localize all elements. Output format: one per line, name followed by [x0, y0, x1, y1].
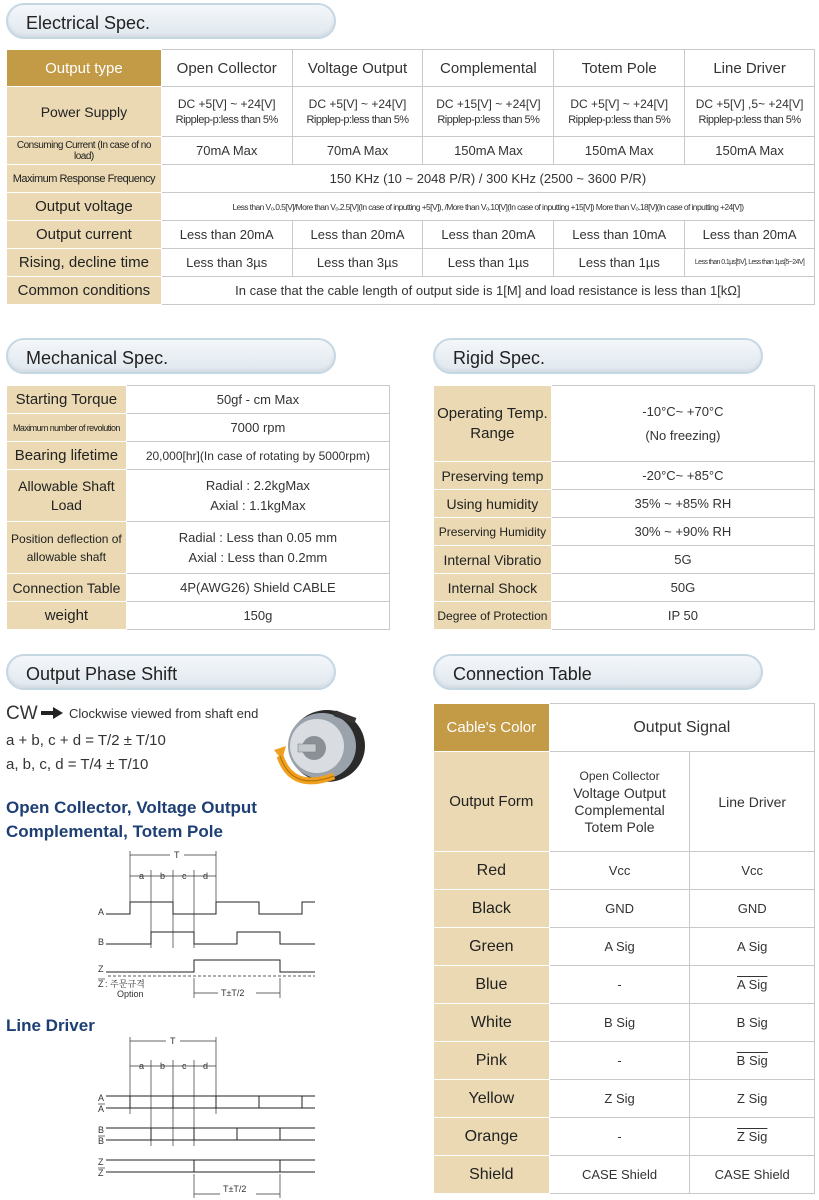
electrical-spec-title: Electrical Spec. [6, 3, 336, 39]
output-form-label: Output Form [434, 752, 550, 852]
connection-table [433, 703, 815, 1194]
diagram2-label-B: B [98, 1125, 105, 1135]
encoder-image [262, 696, 372, 796]
power-supply-cell: DC +5[V] ~ +24[V] Ripplep-p:less than 5% [554, 87, 685, 137]
cw-description: Clockwise viewed from shaft end [69, 706, 259, 721]
signal-cell: Z Sig [549, 1080, 690, 1118]
signal-cell: - [549, 1042, 690, 1080]
output-current-cell: Less than 20mA [685, 221, 815, 249]
output-type-header: Output type [7, 50, 162, 87]
diagram2-label-b: b [160, 1061, 166, 1071]
diagram2-label-Bbar: B [98, 1136, 105, 1146]
diagram2-label-Abar: A [98, 1104, 105, 1114]
col-open-collector: Open Collector [161, 50, 292, 87]
rigid-spec-title: Rigid Spec. [433, 338, 763, 374]
output-form-left: Open Collector Voltage Output Complemental Totem Pole [549, 752, 690, 852]
max-response-value: 150 KHz (10 ~ 2048 P/R) / 300 KHz (2500 ~ 3600 P/R) [161, 165, 814, 193]
signal-cell: Vcc [549, 852, 690, 890]
formula-2: a, b, c, d = T/4 ± T/10 [6, 756, 149, 773]
rising-time-cell: Less than 3µs [161, 249, 292, 277]
rising-time-cell: Less than 1µs [423, 249, 554, 277]
rigid-value: 50G [551, 574, 814, 602]
output-voltage-label: Output voltage [7, 193, 162, 221]
diagram-label-Zbar: Z [98, 979, 104, 989]
cable-color-cell: Pink [434, 1042, 550, 1080]
diagram-label-tt: T±T/2 [221, 988, 245, 998]
mech-label: Starting Torque [7, 386, 127, 414]
diagram-label-T: T [174, 850, 180, 860]
rising-time-cell: Less than 3µs [292, 249, 423, 277]
output-current-cell: Less than 20mA [161, 221, 292, 249]
consuming-current-cell: 70mA Max [292, 137, 423, 165]
cable-color-cell: White [434, 1004, 550, 1042]
diagram2-label-A: A [98, 1093, 105, 1103]
power-supply-label: Power Supply [7, 87, 162, 137]
option-label: Option [117, 989, 144, 999]
rigid-label: Using humidity [434, 490, 552, 518]
mech-value: 4P(AWG26) Shield CABLE [126, 574, 389, 602]
cw-label: CW [6, 703, 38, 724]
col-totem-pole: Totem Pole [554, 50, 685, 87]
diagram2-label-Zbar: Z [98, 1168, 104, 1178]
rigid-value: IP 50 [551, 602, 814, 630]
option-korean-label: : 주문규격 [105, 979, 145, 989]
cable-color-cell: Red [434, 852, 550, 890]
rigid-value: -20°C~ +85°C [551, 462, 814, 490]
cable-color-cell: Green [434, 928, 550, 966]
power-supply-cell: DC +5[V] ,5~ +24[V] Ripplep-p:less than 5% [685, 87, 815, 137]
timing-diagram-2 [90, 1034, 330, 1200]
formula-1: a + b, c + d = T/2 ± T/10 [6, 732, 166, 749]
cable-color-cell: Shield [434, 1156, 550, 1194]
consuming-current-cell: 150mA Max [423, 137, 554, 165]
heading-complemental: Complemental, Totem Pole [6, 822, 223, 841]
signal-cell: A Sig [690, 928, 815, 966]
signal-cell: Z Sig [690, 1118, 815, 1156]
max-response-label: Maximum Response Frequency [7, 165, 162, 193]
cable-color-cell: Blue [434, 966, 550, 1004]
col-voltage-output: Voltage Output [292, 50, 423, 87]
signal-cell: - [549, 966, 690, 1004]
heading-line-driver: Line Driver [6, 1016, 95, 1035]
signal-cell: - [549, 1118, 690, 1156]
output-current-cell: Less than 20mA [292, 221, 423, 249]
mech-value: 50gf - cm Max [126, 386, 389, 414]
rigid-value: 30% ~ +90% RH [551, 518, 814, 546]
rigid-value: 35% ~ +85% RH [551, 490, 814, 518]
signal-cell: A Sig [549, 928, 690, 966]
signal-cell: A Sig [690, 966, 815, 1004]
mech-value: Radial : 2.2kgMax Axial : 1.1kgMax [126, 470, 389, 522]
connection-table-title: Connection Table [433, 654, 763, 690]
signal-cell: B Sig [690, 1004, 815, 1042]
mech-value: 20,000[hr](In case of rotating by 5000rpm) [126, 442, 389, 470]
consuming-current-cell: 70mA Max [161, 137, 292, 165]
mech-label: Maximum number of revolution [7, 414, 127, 442]
rigid-label: Preserving Humidity [434, 518, 552, 546]
signal-cell: GND [549, 890, 690, 928]
mechanical-spec-title: Mechanical Spec. [6, 338, 336, 374]
signal-cell: CASE Shield [549, 1156, 690, 1194]
rigid-label: Degree of Protection [434, 602, 552, 630]
mech-label: weight [7, 602, 127, 630]
output-voltage-value: Less than V₀.0.5[V]/More than Vₒ.2.5[V](In case of inputting +5[V]), /More than Vₒ.10[V](In case of inputting +15[V]) More than Vₒ.18[V](In case of inputting +24[V]) [161, 193, 814, 221]
signal-cell: GND [690, 890, 815, 928]
rigid-label: Internal Shock [434, 574, 552, 602]
rigid-label: Internal Vibratio [434, 546, 552, 574]
output-form-right: Line Driver [690, 752, 815, 852]
cable-color-cell: Orange [434, 1118, 550, 1156]
arrow-right-icon [40, 706, 64, 720]
output-signal-header: Output Signal [549, 704, 814, 752]
timing-diagram-1 [90, 848, 330, 1000]
signal-cell: B Sig [549, 1004, 690, 1042]
rising-time-cell: Less than 0.1µs[5V], Less than 1µs[5~24V] [685, 249, 815, 277]
consuming-current-label: Consuming Current (In case of no load) [7, 137, 162, 165]
output-current-cell: Less than 20mA [423, 221, 554, 249]
heading-open-collector: Open Collector, Voltage Output [6, 798, 257, 817]
rising-time-cell: Less than 1µs [554, 249, 685, 277]
diagram-label-A: A [98, 907, 105, 917]
diagram-label-c: c [182, 871, 187, 881]
phase-shift-title: Output Phase Shift [6, 654, 336, 690]
rigid-label: Operating Temp. Range [434, 386, 552, 462]
power-supply-cell: DC +5[V] ~ +24[V] Ripplep-p:less than 5% [161, 87, 292, 137]
diagram-label-B: B [98, 937, 105, 947]
electrical-spec-table [6, 49, 815, 305]
consuming-current-cell: 150mA Max [685, 137, 815, 165]
cable-color-cell: Black [434, 890, 550, 928]
diagram2-label-T: T [170, 1036, 176, 1046]
mechanical-spec-table [6, 385, 390, 630]
diagram2-label-tt: T±T/2 [223, 1184, 247, 1194]
signal-cell: B Sig [690, 1042, 815, 1080]
power-supply-cell: DC +15[V] ~ +24[V] Ripplep-p:less than 5% [423, 87, 554, 137]
common-conditions-label: Common conditions [7, 277, 162, 305]
mech-value: Radial : Less than 0.05 mm Axial : Less than 0.2mm [126, 522, 389, 574]
signal-cell: CASE Shield [690, 1156, 815, 1194]
mech-label: Connection Table [7, 574, 127, 602]
rising-time-label: Rising, decline time [7, 249, 162, 277]
rigid-value: -10°C~ +70°C (No freezing) [551, 386, 814, 462]
mech-value: 7000 rpm [126, 414, 389, 442]
rigid-value: 5G [551, 546, 814, 574]
diagram2-label-Z: Z [98, 1157, 104, 1167]
common-conditions-value: In case that the cable length of output side is 1[M] and load resistance is less than 1[kΩ] [161, 277, 814, 305]
signal-cell: Z Sig [690, 1080, 815, 1118]
diagram-label-d: d [203, 871, 209, 881]
diagram2-label-a: a [139, 1061, 145, 1071]
mech-label: Allowable Shaft Load [7, 470, 127, 522]
col-line-driver: Line Driver [685, 50, 815, 87]
cable-color-cell: Yellow [434, 1080, 550, 1118]
output-current-cell: Less than 10mA [554, 221, 685, 249]
diagram2-label-c: c [182, 1061, 187, 1071]
rigid-spec-table [433, 385, 815, 630]
mech-value: 150g [126, 602, 389, 630]
output-current-label: Output current [7, 221, 162, 249]
mech-label: Position deflection of allowable shaft [7, 522, 127, 574]
signal-cell: Vcc [690, 852, 815, 890]
consuming-current-cell: 150mA Max [554, 137, 685, 165]
diagram-label-Z: Z [98, 964, 104, 974]
power-supply-cell: DC +5[V] ~ +24[V] Ripplep-p:less than 5% [292, 87, 423, 137]
col-complemental: Complemental [423, 50, 554, 87]
rigid-label: Preserving temp [434, 462, 552, 490]
diagram-label-b: b [160, 871, 166, 881]
diagram-label-a: a [139, 871, 145, 881]
cable-color-header: Cable's Color [434, 704, 550, 752]
diagram2-label-d: d [203, 1061, 209, 1071]
mech-label: Bearing lifetime [7, 442, 127, 470]
